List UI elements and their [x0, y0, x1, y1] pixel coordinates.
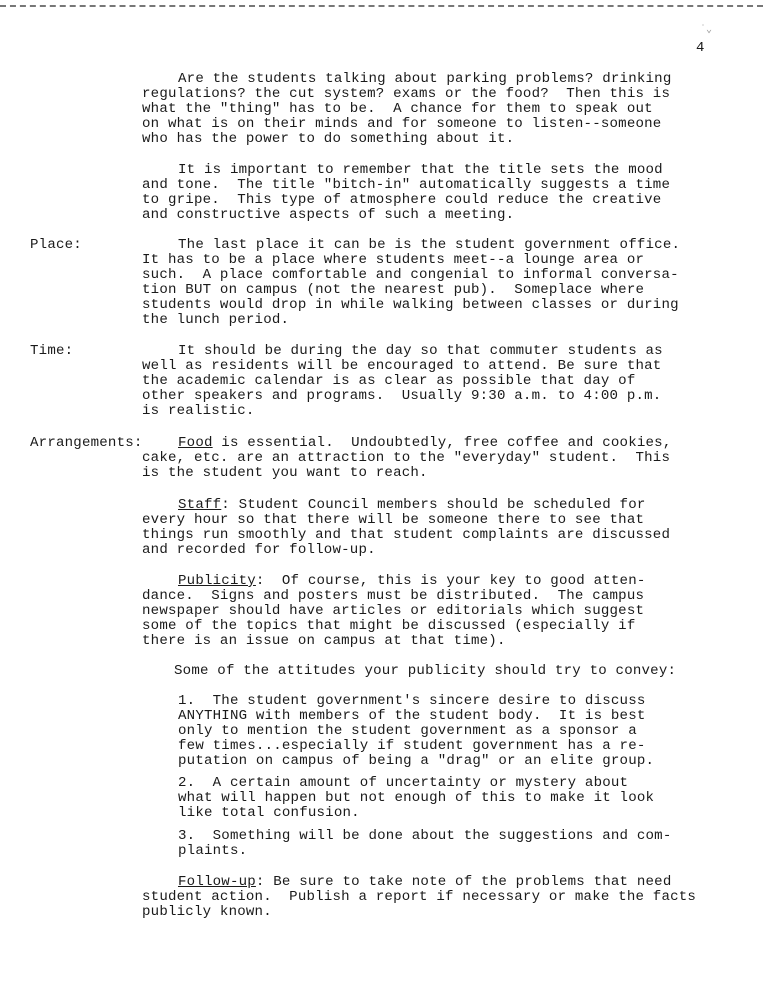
- p1-line-3: what the "thing" has to be. A chance for them to speak out: [142, 101, 653, 117]
- publicity-line-5: there is an issue on campus at that time).: [142, 633, 506, 649]
- p2-line-3: to gripe. This type of atmosphere could reduce the creative: [142, 192, 662, 208]
- item2-line-1: 2. A certain amount of uncertainty or mystery about: [178, 775, 629, 791]
- p2-line-4: and constructive aspects of such a meeting.: [142, 207, 515, 223]
- place-line-2: It has to be a place where students meet--a lounge area or: [142, 252, 645, 268]
- publicity-line-3: newspaper should have articles or editorials which suggest: [142, 603, 645, 619]
- place-line-4: tion BUT on campus (not the nearest pub). Someplace where: [142, 282, 645, 298]
- item3-line-1: 3. Something will be done about the suggestions and com-: [178, 828, 672, 844]
- p2-line-2: and tone. The title "bitch-in" automatically suggests a time: [142, 177, 671, 193]
- food-line-1: [178, 436, 672, 451]
- place-line-6: the lunch period.: [142, 312, 290, 328]
- item3-line-2: plaints.: [178, 843, 248, 859]
- place-line-3: such. A place comfortable and congenial to informal conversa-: [142, 267, 679, 283]
- followup-text: : Be sure to take note of the problems that need: [255, 874, 672, 890]
- staff-line-1: [178, 498, 646, 513]
- item1-line-3: only to mention the student government as a sponsor a: [178, 723, 637, 739]
- followup-line-1: [178, 875, 672, 890]
- staff-heading: Staff: [178, 497, 222, 513]
- publicity-line-1: [178, 574, 646, 589]
- time-line-5: is realistic.: [142, 403, 255, 419]
- item1-line-1: 1. The student government's sincere desire to discuss: [178, 693, 646, 709]
- item1-line-2: ANYTHING with members of the student body. It is best: [178, 708, 646, 724]
- p2-line-1: It is important to remember that the title sets the mood: [178, 162, 663, 178]
- place-line-5: students would drop in while walking between classes or during: [142, 297, 679, 313]
- item2-line-3: like total confusion.: [178, 805, 360, 821]
- p1-line-2: regulations? the cut system? exams or the food? Then this is: [142, 86, 671, 102]
- p1-line-4: on what is on their minds and for someone to listen--someone: [142, 116, 662, 132]
- time-label: Time:: [30, 343, 74, 359]
- time-line-3: the academic calendar is as clear as possible that day of: [142, 373, 636, 389]
- arrangements-label: Arrangements:: [30, 435, 143, 451]
- page-number: 4: [696, 40, 705, 56]
- followup-line-3: publicly known.: [142, 904, 272, 920]
- food-heading: Food: [178, 435, 213, 451]
- item2-line-2: what will happen but not enough of this to make it look: [178, 790, 655, 806]
- place-line-1: The last place it can be is the student government office.: [178, 237, 681, 253]
- staff-line-3: things run smoothly and that student complaints are discussed: [142, 527, 671, 543]
- item1-line-5: putation on campus of being a "drag" or an elite group.: [178, 753, 655, 769]
- publicity-text: : Of course, this is your key to good atten-: [255, 573, 646, 589]
- staff-line-4: and recorded for follow-up.: [142, 542, 376, 558]
- page-top-edge: [0, 0, 763, 7]
- time-line-1: It should be during the day so that commuter students as: [178, 343, 663, 359]
- p1-line-1: Are the students talking about parking problems? drinking: [178, 71, 672, 87]
- publicity-heading: Publicity: [178, 573, 256, 589]
- food-line-2: cake, etc. are an attraction to the "everyday" student. This: [142, 450, 671, 466]
- p1-line-5: who has the power to do something about it.: [142, 131, 515, 147]
- followup-heading: Follow-up: [178, 874, 256, 890]
- time-line-4: other speakers and programs. Usually 9:30 a.m. to 4:00 p.m.: [142, 388, 662, 404]
- food-line-3: is the student you want to reach.: [142, 465, 428, 481]
- publicity-line-4: some of the topics that might be discussed (especially if: [142, 618, 636, 634]
- time-line-2: well as residents will be encouraged to attend. Be sure that: [142, 358, 662, 374]
- publicity-line-2: dance. Signs and posters must be distributed. The campus: [142, 588, 645, 604]
- place-label: Place:: [30, 237, 82, 253]
- staff-text: : Student Council members should be scheduled for: [221, 497, 646, 513]
- corner-mark: ˙⌄: [700, 25, 713, 36]
- food-text: is essential. Undoubtedly, free coffee and cookies,: [212, 435, 672, 451]
- staff-line-2: every hour so that there will be someone there to see that: [142, 512, 645, 528]
- followup-line-2: student action. Publish a report if necessary or make the facts: [142, 889, 697, 905]
- attitudes-intro: Some of the attitudes your publicity should try to convey:: [174, 663, 677, 679]
- item1-line-4: few times...especially if student government has a re-: [178, 738, 646, 754]
